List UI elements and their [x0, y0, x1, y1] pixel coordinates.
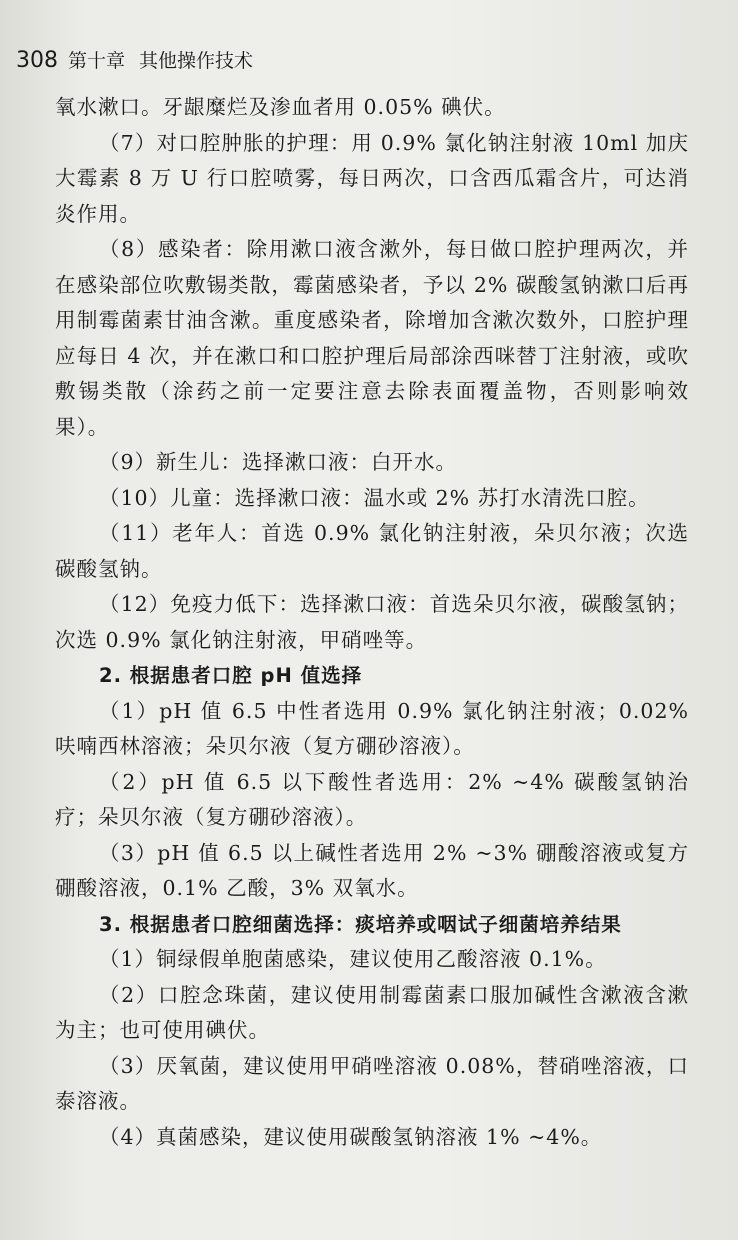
list-item: （3）pH 值 6.5 以上碱性者选用 2% ~3% 硼酸溶液或复方硼酸溶液，0.1% 乙酸，3% 双氧水。 [55, 840, 689, 900]
list-item: （2）口腔念珠菌，建议使用制霉菌素口服加碱性含漱液含漱为主；也可使用碘伏。 [55, 982, 689, 1042]
list-item: （9）新生儿：选择漱口液：白开水。 [99, 450, 458, 474]
body-text [55, 90, 689, 1155]
list-item: （12）免疫力低下：选择漱口液：首选朵贝尔液，碳酸氢钠；次选 0.9% 氯化钠注射液，甲硝唑等。 [55, 592, 689, 652]
list-item: （4）真菌感染，建议使用碳酸氢钠溶液 1% ~4%。 [99, 1124, 603, 1149]
chapter-number: 第十章 [68, 50, 126, 72]
list-item: （2）pH 值 6.5 以下酸性者选用：2% ~4% 碳酸氢钠治疗；朵贝尔液（复方硼砂溶液）。 [55, 769, 689, 829]
list-item: （10）儿童：选择漱口液：温水或 2% 苏打水清洗口腔。 [99, 485, 650, 510]
list-item: （7）对口腔肿胀的护理：用 0.9% 氯化钠注射液 10ml 加庆大霉素 8 万 U 行口腔喷雾，每日两次，口含西瓜霜含片，可达消炎作用。 [55, 130, 689, 226]
section-heading: 2. 根据患者口腔 pH 值选择 [99, 664, 363, 687]
running-header [16, 46, 253, 73]
chapter-title: 其他操作技术 [139, 50, 254, 72]
paragraph-continued: 氧水漱口。牙龈糜烂及渗血者用 0.05% 碘伏。 [55, 95, 506, 119]
page-number: 308 [16, 48, 58, 73]
section-heading: 3. 根据患者口腔细菌选择：痰培养或咽试子细菌培养结果 [99, 912, 622, 936]
list-item: （1）铜绿假单胞菌感染，建议使用乙酸溶液 0.1%。 [99, 947, 607, 971]
list-item: （8）感染者：除用漱口液含漱外，每日做口腔护理两次，并在感染部位吹敷锡类散，霉菌感染者，予以 2% 碳酸氢钠漱口后再用制霉菌素甘油含漱。重度感染者，除增加含漱次数外，口腔护理应每日 4 次，并在漱口和口腔护理后局部涂西咪替丁注射液，或吹敷锡类散（涂药之前一定要注意去除表面覆盖物，否则影响效果）。 [55, 237, 689, 439]
list-item: （3）厌氧菌，建议使用甲硝唑溶液 0.08%，替硝唑溶液，口泰溶液。 [55, 1053, 689, 1113]
list-item: （11）老年人：首选 0.9% 氯化钠注射液，朵贝尔液；次选碳酸氢钠。 [55, 521, 689, 581]
list-item: （1）pH 值 6.5 中性者选用 0.9% 氯化钠注射液；0.02% 呋喃西林溶液；朵贝尔液（复方硼砂溶液）。 [55, 698, 689, 758]
